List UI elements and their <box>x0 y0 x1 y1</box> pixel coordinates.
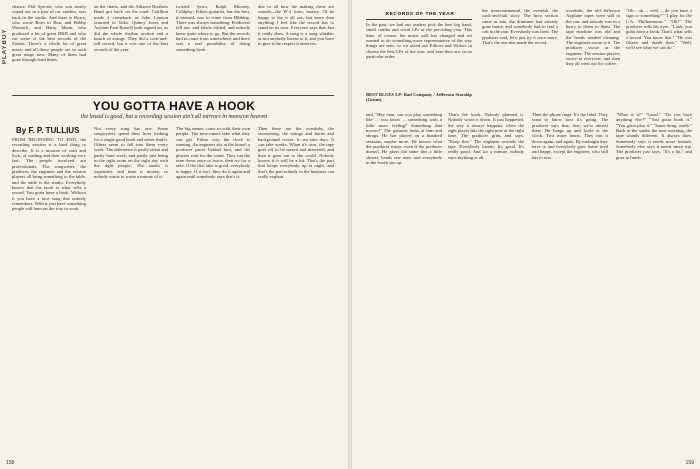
intro-column-2: on the charts, and the Alliance Brothers Band got back on the road. Cotillion made a comeback as John Lennon returned to Yoko. Quincy Jones and Asylum Paul Russell both signed on, as did the whole rhythm section and a bunch of strings. They did a rock-and-roll record, but it was one of the best records of the year. <box>94 4 168 52</box>
article-byline: By F. P. TULLIUS <box>16 126 80 135</box>
right-folio: 159 <box>685 460 694 466</box>
body-column-1: FROM BEGINNING TO END, the recording session is a hard thing to describe. It is a mixture of craft and luck, of waiting and then working very fast. The people involved are professionals. The songwriter, the producer, the engineer and the session players all bring something to the table, and the table is the studio. Everybody knows that the hook is what sells a record. You gotta have a hook. Without it you have a nice song that nobody remembers. With it you have something people will hum on the way to work. <box>12 137 86 212</box>
body-column-3: The big names come in with their own people. The newcomers take what they can get. Either way the clock is running. An engineer sits at the board, a producer paces behind him, and the players wait for the count. They run the tune down once or twice, then try for a take. If the first take is good, everybody is happy. If it isn't, they do it again and again until somebody says that's it. <box>176 126 250 180</box>
right-body-column-4: "What is it?" "Good." "Do you have anything else?" "You gotta hook it." "You gotta play it." "Same thing, really." Back at the studio the next morning, the tape sounds different. It always does. Somebody says it needs more bottom. Somebody else says it needs more top. The producer just says, "It's a hit," and goes to lunch. <box>616 112 692 160</box>
sidebar-box-credit: BEST BLUES LP: Bad Company / Jefferson Starship (Grunt). <box>366 92 472 103</box>
intro-column-3: twisted lyrics, Ralph Mooney, Coldplay: Fifties guitarist, but the best, it seemed, was to come from Hibbing. There was always something. Producers fell out, and labels folded, and nobody knew quite where to go. But the records had to come from somewhere, and there was a real possibility of doing something fresh. <box>176 4 250 52</box>
left-page <box>0 0 348 469</box>
article-subhead: the bread is good, but a recording session ain't all mirrors in mansion heaven <box>80 114 268 120</box>
intro-column-4: due to all how the making these are sounds—the W-2 form, money. I'll be happy to lay it all out, but more than anything I feel like the record has to stand on its own. Everyone says that, but it really does. A song is a song whether or not anybody listens to it, and you have to give it the respect it deserves. <box>258 4 334 47</box>
right-top-column-2: the transcontinental, the overdub, the cock-and-bull story. The horn section came in late, the drummer had already gone home, and somebody had to find a cab in the rain. Everybody was tired. The producer said, let's just try it once more. That's the one that made the record. <box>482 8 558 46</box>
right-top-column-4: "Oh... oh ... well ... do you have a sign or something?" "I play for the L.A. Philharmonic." "Oh?" The producer rolls his eyes. "Look, you gotta have a hook. That's what sells a record. You know that." "He was fifteen and dumb then." "Well, we'll see what we can do." <box>626 8 692 51</box>
sidebar-box-rule <box>366 19 472 20</box>
right-body-column-1: and, "Hey man, can you play something like ... you know ... something with a little more feeling? Something that moves?" The guitarist looks at him and shrugs. He has played on a hundred sessions, maybe more. He knows what the producer wants, even if the producer doesn't. He plays the same line a little slower, bends one note, and everybody in the booth sits up. <box>366 112 442 166</box>
body-column-2: Not every song has one. Some songwriters spend their lives looking for a single good hook and never find it. Others seem to fall into them every week. The difference is partly talent and partly hard work, and partly just being in the right room on the right day with the right people. The studio is expensive, and time is money, so nobody wants to waste a minute of it. <box>94 126 168 180</box>
intro-column-1: chance. Phil Spector, who was nearly wiped out in a pair of car crashes, was back in the studio. And there is Bruce, who wrote Born to Run, and Bobby Womack, and Harry Mann, who produced a lot of great R&B and who cut some of the best records of the Sixties. There's a whole lot of great music and all these people are in such great shape now. Many of them had gone through hard times. <box>12 4 86 63</box>
running-head: PLAYBOY <box>2 28 8 64</box>
right-top-column-3: overdubs, the old Jefferson Airplane tapes were still in the can, and nobody was in a hurry to listen to them. The tape machine was old and the heads needed cleaning. The engineer swore at it. The producer swore at the engineer. The session players swore at everyone, and then they all went out for coffee. <box>566 8 620 67</box>
right-page <box>352 0 700 469</box>
right-body-column-2: That's the hook. Nobody planned it. Nobody wrote it down. It just happened, the way it always happens, when the right player hits the right note at the right time. The producer grins and says, "Keep that." The engineer rewinds the tape. Everybody listens. It's good. It's really good. And for a minute, nobody says anything at all. <box>448 112 524 160</box>
headline-rule-top <box>12 95 334 96</box>
body-column-4: Then there are the overdubs, the sweetening, the strings and horns and background voices. It can take days. It can take weeks. When it's over, the tape goes off to be mixed and mastered, and then it goes out to the world. Nobody knows if it will be a hit. That's the part that keeps everybody up at night, and that's the part nobody in the business can really explain. <box>258 126 334 180</box>
article-headline: YOU GOTTA HAVE A HOOK <box>92 99 256 113</box>
sidebar-box-text: In the past, we had our readers pick the best big band, small combo and vocal LPs of the preceding year. This time, of course, the music poll has changed and we wanted to do something more representative of the way things are now, so we asked our Editors and Writers to choose the best LPs of the year, and here they are, in no particular order. <box>366 22 472 60</box>
left-folio: 158 <box>6 460 15 466</box>
sidebar-box-title: RECORDS OF THE YEAR <box>385 12 455 17</box>
right-body-column-3: Then the phone rings. It's the label. They want to know how it's going. The producer says fine, fine, we're almost there. He hangs up and looks at the clock. Two more hours. They run it down again, and again. By midnight they have it, and everybody goes home tired and happy, except the engineer, who still has to mix. <box>532 112 608 160</box>
